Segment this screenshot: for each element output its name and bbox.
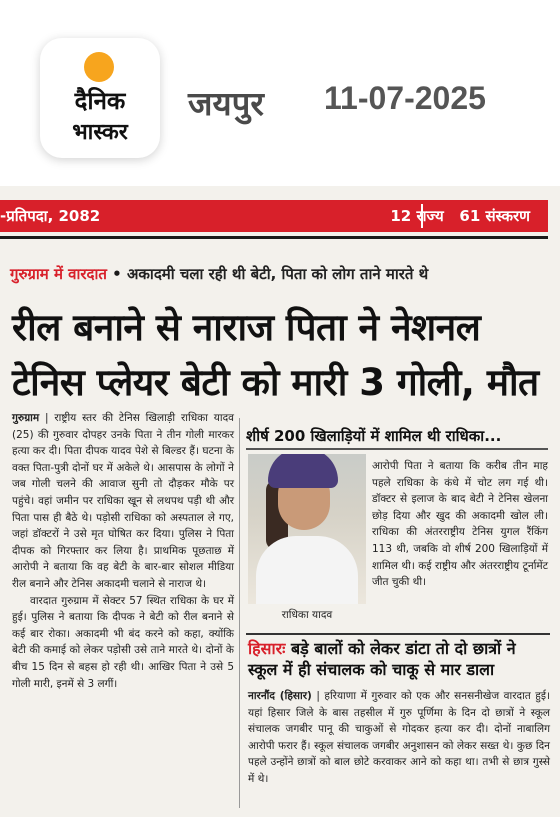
edition-date: 11-07-2025	[324, 80, 486, 116]
dateline: गुरुग्राम	[12, 412, 40, 424]
masthead-states: 12 राज्य	[390, 207, 444, 225]
kicker-separator: •	[106, 265, 127, 283]
paragraph-1-text: | राष्ट्रीय स्तर की टेनिस खिलाड़ी राधिका यादव (25) की गुरुवार दोपहर उनके पिता ने तीन गोली मारकर हत्या कर दी। पिता दीपक यादव पेशे से बिल्डर हैं। घटना के वक्त पिता-पुत्री दोनों घर में अकेले थे। आसपास के लोगों ने जब गोली चलने की आवाज सुनी तो दौड़कर मौके पर पहुंचे। वहां जमीन पर राधिका खून से लथपथ पड़ी थी और पिता पास ही बैठे थे। पड़ोसी राधिका को अस्पताल ले गए, जहां डॉक्टरों ने उसे मृत घोषित कर दिया। पुलिस ने पिता दीपक को गिरफ्तार कर लिया है। प्राथमिक पूछताछ में आरोपी ने बताया कि वह बेटी के बार-बार सोशल मीडिया रील बनाने और टेनिस अकादमी चलाने से नाराज थे।	[12, 412, 234, 590]
photo-caption: राधिका यादव	[281, 609, 333, 621]
headline-line-1: रील बनाने से नाराज पिता ने नेशनल	[12, 306, 481, 349]
headline-line-2: टेनिस प्लेयर बेटी को मारी 3 गोली, मौत	[12, 361, 539, 404]
story2-rule	[246, 633, 550, 635]
story2-body	[248, 688, 550, 788]
edition-city: जयपुर	[188, 84, 264, 123]
masthead-rule	[0, 236, 548, 239]
masthead-band	[0, 200, 548, 232]
story-paragraph-2: वारदात गुरुग्राम में सेक्टर 57 स्थित राधिका के घर में हुई। पुलिस ने बताया कि दीपक ने बेटी को रील बनाने से कई बार रोका। अकादमी भी बंद करने को कहा, क्योंकि बेटी की कमाई को लेकर पड़ोसी उसे ताने मारते थे। दोनों के बीच 15 दिन से बहस हो रही थी। आखिर पिता ने उसे 5 गोली मारी, इनमें से 3 लगीं।	[12, 594, 234, 690]
kicker-place: गुरुग्राम में वारदात	[10, 265, 107, 283]
story2-headline-text: बड़े बालों को लेकर डांटा तो दो छात्रों ने स्कूल में ही संचालक को चाकू से मार डाला	[248, 639, 516, 679]
sun-icon	[84, 52, 114, 82]
radhika-photo	[248, 454, 366, 604]
column-divider	[239, 418, 240, 808]
logo-text-line1: दैनिक	[74, 86, 126, 115]
story-body	[12, 410, 234, 692]
sidebar-box-rule	[246, 448, 548, 450]
story2-headline	[248, 638, 550, 680]
logo-text-line2: भास्कर	[72, 119, 128, 145]
dainik-bhaskar-logo[interactable]	[40, 38, 160, 158]
story2-paragraph	[248, 688, 550, 788]
masthead-editions	[390, 206, 530, 226]
sidebar-box-text	[372, 458, 548, 591]
kicker-text: अकादमी चला रही थी बेटी, पिता को लोग ताने मारते थे	[126, 265, 429, 283]
photo-cap	[268, 454, 338, 488]
sidebar-box-paragraph: आरोपी पिता ने बताया कि करीब तीन माह पहले राधिका के कंधे में चोट लग गई थी। डॉक्टर से इलाज के बाद बेटी ने टेनिस खेलना छोड़ दिया और खुद की अकादमी खोल ली। राधिका की अंतरराष्ट्रीय टेनिस युगल रैंकिंग 113 थी, जबकि वो शीर्ष 200 खिलाड़ियों में शामिल थी। कई राष्ट्रीय और अंतरराष्ट्रीय टूर्नामेंट जीत चुकी थी।	[372, 460, 548, 589]
story2-dateline: नारनौंद (हिसार)	[248, 690, 312, 702]
story-paragraph-1	[12, 410, 234, 593]
story2-text: | हरियाणा में गुरुवार को एक और सनसनीखेज वारदात हुई। यहां हिसार जिले के बास तहसील में गुरु पूर्णिमा के दिन दो छात्रों ने स्कूल संचालक जगबीर पानू की चाकुओं से गोदकर हत्या कर दी। दोनों नाबालिग आरोपी फरार हैं। स्कूल संचालक जगबीर अनुशासन को लेकर सख्त थे। कुछ दिन पहले उन्होंने छात्रों को बाल छोटे करवाकर आने को कहा था। तभी से छात्र गुस्से में थे।	[248, 690, 551, 785]
sidebar-box-title: शीर्ष 200 खिलाड़ियों में शामिल थी राधिका...	[246, 427, 502, 445]
masthead-date: -प्रतिपदा, 2082	[0, 207, 101, 225]
masthead-edition-count: 61 संस्करण	[459, 207, 530, 225]
story2-headline-place: हिसारः	[248, 639, 286, 658]
app-header	[0, 0, 560, 185]
story-kicker	[10, 264, 550, 284]
photo-shirt	[256, 536, 358, 604]
